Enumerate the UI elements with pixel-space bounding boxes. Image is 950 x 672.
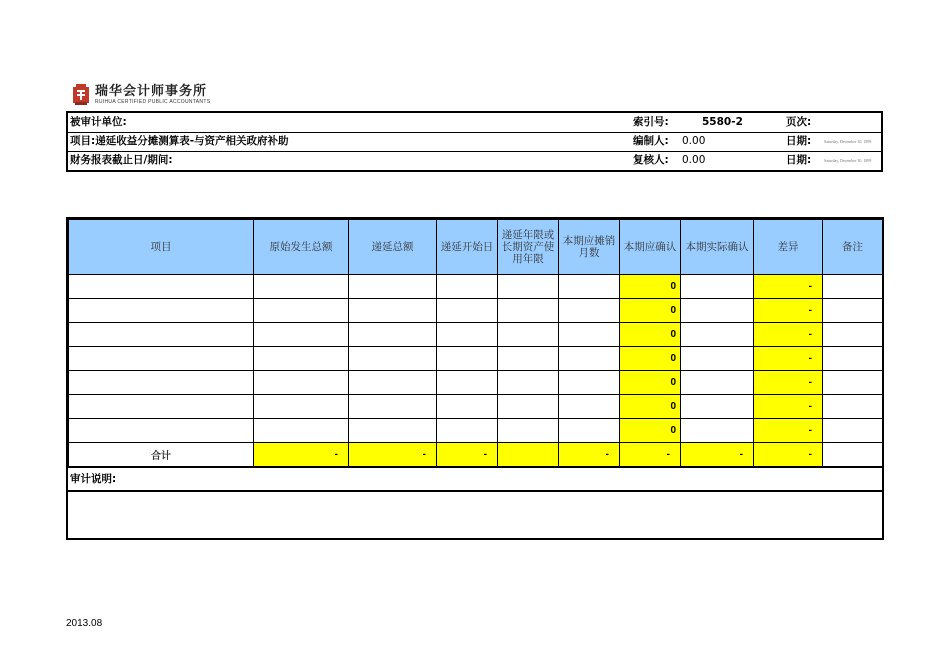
ruihua-logo-icon: [72, 84, 90, 106]
cell-deferred[interactable]: [349, 419, 437, 443]
cell-recognize[interactable]: 0: [620, 347, 681, 371]
info-row-1: [68, 113, 881, 133]
date-value-2: Saturday, December 30, 1899: [824, 158, 872, 163]
col-header-original-total: 原始发生总额: [254, 220, 349, 275]
table-row: [69, 347, 883, 371]
cell-recognize[interactable]: 0: [620, 275, 681, 299]
cell-actual[interactable]: [681, 275, 754, 299]
total-deferred[interactable]: -: [349, 443, 437, 467]
col-header-years: 递延年限或长期资产使用年限: [498, 220, 559, 275]
total-original[interactable]: -: [254, 443, 349, 467]
total-notes[interactable]: [823, 443, 883, 467]
total-start[interactable]: -: [437, 443, 498, 467]
audit-info-header: [66, 111, 883, 172]
col-header-item: 项目: [69, 220, 254, 275]
firm-logo: [72, 84, 210, 106]
cell-original[interactable]: [254, 371, 349, 395]
cell-diff[interactable]: -: [754, 347, 823, 371]
table-header-row: [69, 220, 883, 275]
firm-name-cn: 瑞华会计师事务所: [95, 83, 208, 99]
cell-recognize[interactable]: 0: [620, 323, 681, 347]
cell-original[interactable]: [254, 395, 349, 419]
cell-years[interactable]: [498, 299, 559, 323]
info-row-2: [68, 132, 881, 152]
cell-item[interactable]: [69, 323, 254, 347]
col-header-start-date: 递延开始日: [437, 220, 498, 275]
cell-original[interactable]: [254, 419, 349, 443]
cell-diff[interactable]: -: [754, 299, 823, 323]
cell-original[interactable]: [254, 347, 349, 371]
total-diff[interactable]: -: [754, 443, 823, 467]
col-header-months: 本期应摊销月数: [559, 220, 620, 275]
cell-deferred[interactable]: [349, 323, 437, 347]
cell-deferred[interactable]: [349, 299, 437, 323]
cell-months[interactable]: [559, 419, 620, 443]
cell-start[interactable]: [437, 371, 498, 395]
cell-years[interactable]: [498, 395, 559, 419]
table-row: [69, 371, 883, 395]
cell-item[interactable]: [69, 275, 254, 299]
cell-months[interactable]: [559, 395, 620, 419]
page-label: 页次:: [786, 116, 812, 128]
cell-diff[interactable]: -: [754, 419, 823, 443]
preparer-label: 编制人:: [633, 135, 669, 147]
audited-unit-label: 被审计单位:: [70, 116, 127, 128]
cell-years[interactable]: [498, 371, 559, 395]
date-label-2: 日期:: [786, 154, 812, 166]
index-value: 5580-2: [702, 116, 743, 128]
date-value-1: Saturday, December 30, 1899: [824, 139, 872, 144]
col-header-deferred-total: 递延总额: [349, 220, 437, 275]
cell-deferred[interactable]: [349, 371, 437, 395]
table-row: [69, 419, 883, 443]
cell-actual[interactable]: [681, 395, 754, 419]
cell-recognize[interactable]: 0: [620, 299, 681, 323]
template-version: 2013.08: [66, 618, 103, 629]
cell-item[interactable]: [69, 419, 254, 443]
audit-notes-area[interactable]: [68, 492, 882, 538]
cell-recognize[interactable]: 0: [620, 395, 681, 419]
cell-notes[interactable]: [823, 371, 883, 395]
cell-months[interactable]: [559, 371, 620, 395]
table-row: [69, 395, 883, 419]
cell-diff[interactable]: -: [754, 395, 823, 419]
audit-notes-label: 审计说明:: [68, 467, 882, 492]
cell-notes[interactable]: [823, 299, 883, 323]
col-header-notes: 备注: [823, 220, 883, 275]
cell-recognize[interactable]: 0: [620, 371, 681, 395]
cell-actual[interactable]: [681, 347, 754, 371]
cell-start[interactable]: [437, 275, 498, 299]
cell-years[interactable]: [498, 275, 559, 299]
cell-start[interactable]: [437, 395, 498, 419]
cell-recognize[interactable]: 0: [620, 419, 681, 443]
cell-start[interactable]: [437, 419, 498, 443]
cell-notes[interactable]: [823, 323, 883, 347]
cell-actual[interactable]: [681, 299, 754, 323]
cell-years[interactable]: [498, 323, 559, 347]
cell-start[interactable]: [437, 299, 498, 323]
total-months[interactable]: -: [559, 443, 620, 467]
cell-years[interactable]: [498, 419, 559, 443]
col-header-diff: 差异: [754, 220, 823, 275]
table-row: [69, 299, 883, 323]
cell-years[interactable]: [498, 347, 559, 371]
table-row: [69, 275, 883, 299]
cell-original[interactable]: [254, 323, 349, 347]
cell-item[interactable]: [69, 299, 254, 323]
reviewer-label: 复核人:: [633, 154, 669, 166]
total-actual[interactable]: -: [681, 443, 754, 467]
cell-months[interactable]: [559, 275, 620, 299]
total-row: [69, 443, 883, 467]
table-row: [69, 323, 883, 347]
project-label: 项目:递延收益分摊测算表-与资产相关政府补助: [70, 135, 289, 147]
total-years[interactable]: [498, 443, 559, 467]
cell-actual[interactable]: [681, 371, 754, 395]
cell-diff[interactable]: -: [754, 323, 823, 347]
cell-deferred[interactable]: [349, 275, 437, 299]
total-label: 合计: [69, 443, 254, 467]
cell-original[interactable]: [254, 299, 349, 323]
cell-actual[interactable]: [681, 419, 754, 443]
cell-notes[interactable]: [823, 395, 883, 419]
cell-notes[interactable]: [823, 419, 883, 443]
cell-item[interactable]: [69, 347, 254, 371]
cell-start[interactable]: [437, 323, 498, 347]
cell-diff[interactable]: -: [754, 371, 823, 395]
cell-start[interactable]: [437, 347, 498, 371]
period-label: 财务报表截止日/期间:: [70, 154, 173, 166]
info-row-3: [68, 151, 881, 170]
amortization-table: [66, 217, 884, 540]
cell-notes[interactable]: [823, 347, 883, 371]
preparer-value: 0.00: [682, 135, 706, 147]
cell-actual[interactable]: [681, 323, 754, 347]
cell-notes[interactable]: [823, 275, 883, 299]
cell-original[interactable]: [254, 275, 349, 299]
cell-months[interactable]: [559, 347, 620, 371]
col-header-recognize: 本期应确认: [620, 220, 681, 275]
cell-deferred[interactable]: [349, 347, 437, 371]
cell-months[interactable]: [559, 299, 620, 323]
reviewer-value: 0.00: [682, 154, 706, 166]
cell-deferred[interactable]: [349, 395, 437, 419]
cell-months[interactable]: [559, 323, 620, 347]
index-label: 索引号:: [633, 116, 669, 128]
cell-item[interactable]: [69, 371, 254, 395]
date-label-1: 日期:: [786, 135, 812, 147]
cell-diff[interactable]: -: [754, 275, 823, 299]
firm-name-en: RUIHUA CERTIFIED PUBLIC ACCOUNTANTS: [95, 98, 211, 105]
col-header-actual: 本期实际确认: [681, 220, 754, 275]
total-recognize[interactable]: -: [620, 443, 681, 467]
cell-item[interactable]: [69, 395, 254, 419]
